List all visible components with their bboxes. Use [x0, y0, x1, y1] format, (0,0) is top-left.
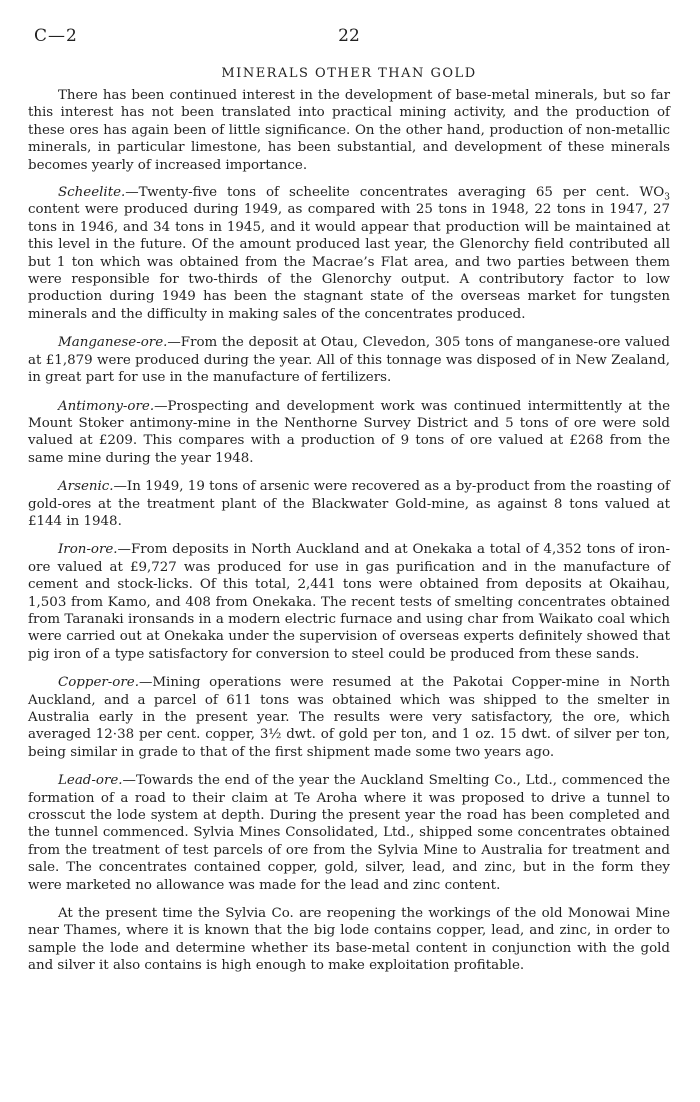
- paragraph-text: —From the deposit at Otau, Clevedon, 305 tons of manganese-ore valued at £1,879 were produced during the year. All of this tonnage was disposed of in New Zealand, in great part for use in the manufacture of fertilizers.: [28, 335, 670, 386]
- document-reference: C—2: [34, 26, 78, 46]
- paragraph-text: —Prospecting and development work was continued intermittently at the Mount Stoker antimony-mine in the Nenthorne Survey District and 5 tons of ore were sold valued at £209. This compares with a production of 9 tons of ore valued at £268 from the same mine during the year 1948.: [28, 398, 670, 466]
- subscript: 3: [664, 192, 670, 203]
- paragraph-arsenic: [28, 478, 670, 530]
- paragraph-manganese: [28, 334, 670, 386]
- section-title: MINERALS OTHER THAN GOLD: [221, 66, 477, 81]
- paragraph-text: —In 1949, 19 tons of arsenic were recovered as a by-product from the roasting of gold-ores at the treatment plant of the Blackwater Gold-mine, as against 8 tons valued at £144 in 1948.: [28, 479, 670, 529]
- paragraph-intro: [28, 87, 670, 174]
- paragraph-scheelite: [28, 184, 670, 323]
- paragraph-text: —From deposits in North Auckland and at Onekaka a total of 4,352 tons of iron-ore valued at £9,727 was produced for use in gas purification and in the manufacture of cement and stock-licks. Of this total, 2,441 tons were obtained from deposits at Okaihau, 1,503 from Kamo, and 408 from Onekaka. The recent tests of smelting concentrates obtained from Taranaki ironsands in a modern electric furnace and using char from Waikato coal which were carried out at Onekaka under the supervision of overseas experts definitely showed that pig iron of a type satisfactory for conversion to steel could be produced from these sands.: [28, 542, 670, 662]
- paragraph-text: There has been continued interest in the development of base-metal minerals, but so far this interest has not been translated into practical mining activity, and the production of these ores has again been of little significance. On the other hand, production of non-metallic minerals, in particular limestone, has been substantial, and development of these minerals becomes yearly of increased importance.: [28, 88, 670, 173]
- paragraph-text: At the present time the Sylvia Co. are reopening the workings of the old Monowai Mine near Thames, where it is known that the big lode contains copper, lead, and zinc, in order to sample the lode and determine whether its base-metal content in conjunction with the gold and silver it also contains is high enough to make exploitation profitable.: [28, 906, 670, 974]
- paragraph-lead: Manganese-ore.: [58, 335, 168, 351]
- page-header: [28, 22, 670, 48]
- paragraph-text: —Mining operations were resumed at the Pakotai Copper-mine in North Auckland, and a parcel of 611 tons was obtained which was shipped to the smelter in Australia early in the present year. The results were very satisfactory, the ore, which averaged 12·38 per cent. copper, 3½ dwt. of gold per ton, and 1 oz. 15 dwt. of silver per ton, being similar in grade to that of the first shipment made some two years ago.: [28, 675, 670, 760]
- paragraph-copper: [28, 674, 670, 761]
- paragraph-lead: Lead-ore.: [58, 773, 123, 789]
- page-number: 22: [338, 26, 360, 46]
- paragraph-lead: Antimony-ore.: [58, 398, 155, 414]
- paragraph-text: —Towards the end of the year the Auckland Smelting Co., Ltd., commenced the formation of a road to their claim at Te Aroha where it was proposed to drive a tunnel to crosscut the lode system at depth. During the present year the road has been completed and the tunnel commenced. Sylvia Mines Consolidated, Ltd., shipped some concentrates obtained from the treatment of test parcels of ore from the Sylvia Mine to Australia for treatment and sale. The concentrates contained copper, gold, silver, lead, and zinc, but in the form they were marketed no allowance was made for the lead and zinc content.: [28, 773, 670, 893]
- paragraph-lead-ore: [28, 772, 670, 894]
- paragraph-text-pre: —Twenty-five tons of scheelite concentrates averaging 65 per cent. WO: [125, 185, 665, 201]
- paragraph-lead: Iron-ore.: [58, 542, 118, 558]
- paragraph-iron: [28, 541, 670, 663]
- paragraph-lead: Scheelite.: [58, 185, 126, 201]
- paragraph-sylvia: [28, 905, 670, 975]
- paragraph-text: content were produced during 1949, as compared with 25 tons in 1948, 22 tons in 1947, 27 tons in 1946, and 34 tons in 1945, and it would appear that production will be maintained at this level in the future. Of the amount produced last year, the Glenorchy field contributed all but 1 ton which was obtained from the Macrae’s Flat area, and two parties between them were responsible for two-thirds of the Glenorchy output. A contributory factor to low production during 1949 has been the stagnant state of the overseas market for tungsten minerals and the difficulty in making sales of the concentrates produced.: [28, 202, 670, 322]
- paragraph-antimony: [28, 398, 670, 468]
- paragraph-lead: Arsenic.: [58, 479, 114, 495]
- paragraph-lead: Copper-ore.: [58, 675, 139, 691]
